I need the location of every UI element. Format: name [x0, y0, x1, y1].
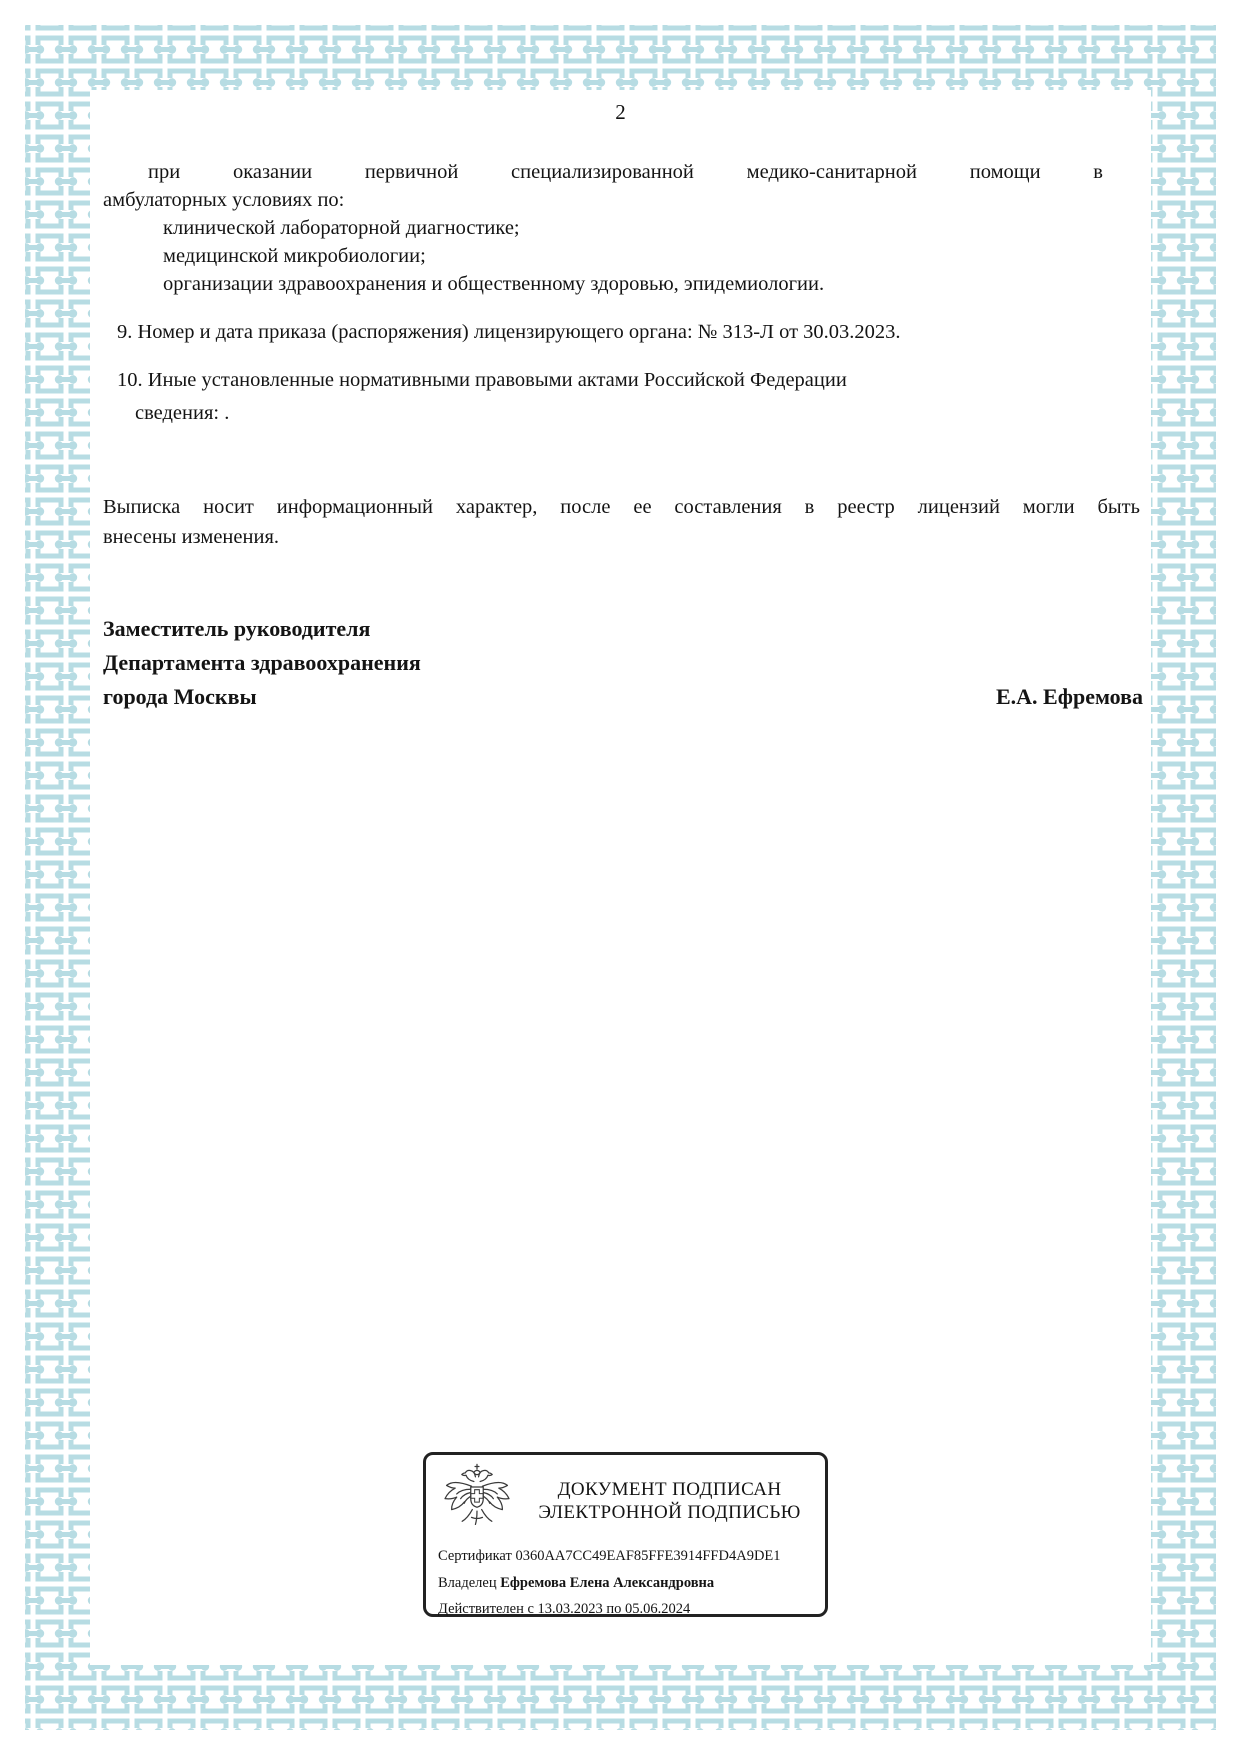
- page-number: 2: [615, 100, 626, 124]
- info-note: [103, 492, 1140, 552]
- signer-position-line-2: Департамента здравоохранения: [103, 650, 421, 675]
- owner-label: Владелец: [438, 1574, 497, 1591]
- list-item: организации здравоохранения и общественному здоровью, эпидемиологии.: [163, 273, 825, 295]
- item-10-line-1: 10. Иные установленные нормативными правовыми актами Российской Федерации: [117, 369, 847, 391]
- item-10-line-2: сведения: .: [135, 402, 230, 424]
- signer-name: Е.А. Ефремова: [996, 684, 1143, 709]
- intro-line-2: амбулаторных условиях по:: [103, 189, 345, 211]
- stamp-title-line-1: ДОКУМЕНТ ПОДПИСАН: [557, 1479, 782, 1500]
- stamp-details: [438, 1543, 813, 1623]
- stamp-header: [438, 1460, 813, 1542]
- signer-position-line-3: города Москвы: [103, 684, 257, 709]
- intro-line-1: при оказании первичной специализированной медико-санитарной помощи в: [148, 161, 1103, 183]
- intro-paragraph: [103, 158, 1103, 214]
- signer-position-line-1: Заместитель руководителя: [103, 616, 371, 641]
- note-line-1: Выписка носит информационный характер, после ее составления в реестр лицензий могли быть: [103, 496, 1140, 518]
- list-item: медицинской микробиологии;: [163, 245, 426, 267]
- list-item: клинической лабораторной диагностике;: [163, 217, 520, 239]
- validity-row: Действителен с 13.03.2023 по 05.06.2024: [438, 1601, 691, 1617]
- signature-block: [103, 612, 1143, 714]
- stamp-title: [526, 1478, 813, 1524]
- item-10: [117, 364, 1127, 430]
- owner-name: Ефремова Елена Александровна: [500, 1574, 715, 1591]
- item-9: 9. Номер и дата приказа (распоряжения) лицензирующего органа: № 313-Л от 30.03.2023.: [117, 321, 901, 343]
- owner-row: [438, 1570, 813, 1597]
- certificate-row: [438, 1543, 813, 1570]
- stamp-title-line-2: ЭЛЕКТРОННОЙ ПОДПИСЬЮ: [538, 1502, 801, 1523]
- double-headed-eagle-emblem-icon: [438, 1462, 516, 1540]
- digital-signature-stamp: [423, 1452, 828, 1617]
- certificate-label: Сертификат: [438, 1548, 512, 1564]
- specialties-list: [163, 214, 1123, 298]
- note-line-2: внесены изменения.: [103, 526, 279, 548]
- certificate-value: 0360AA7CC49EAF85FFE3914FFD4A9DE1: [515, 1548, 781, 1564]
